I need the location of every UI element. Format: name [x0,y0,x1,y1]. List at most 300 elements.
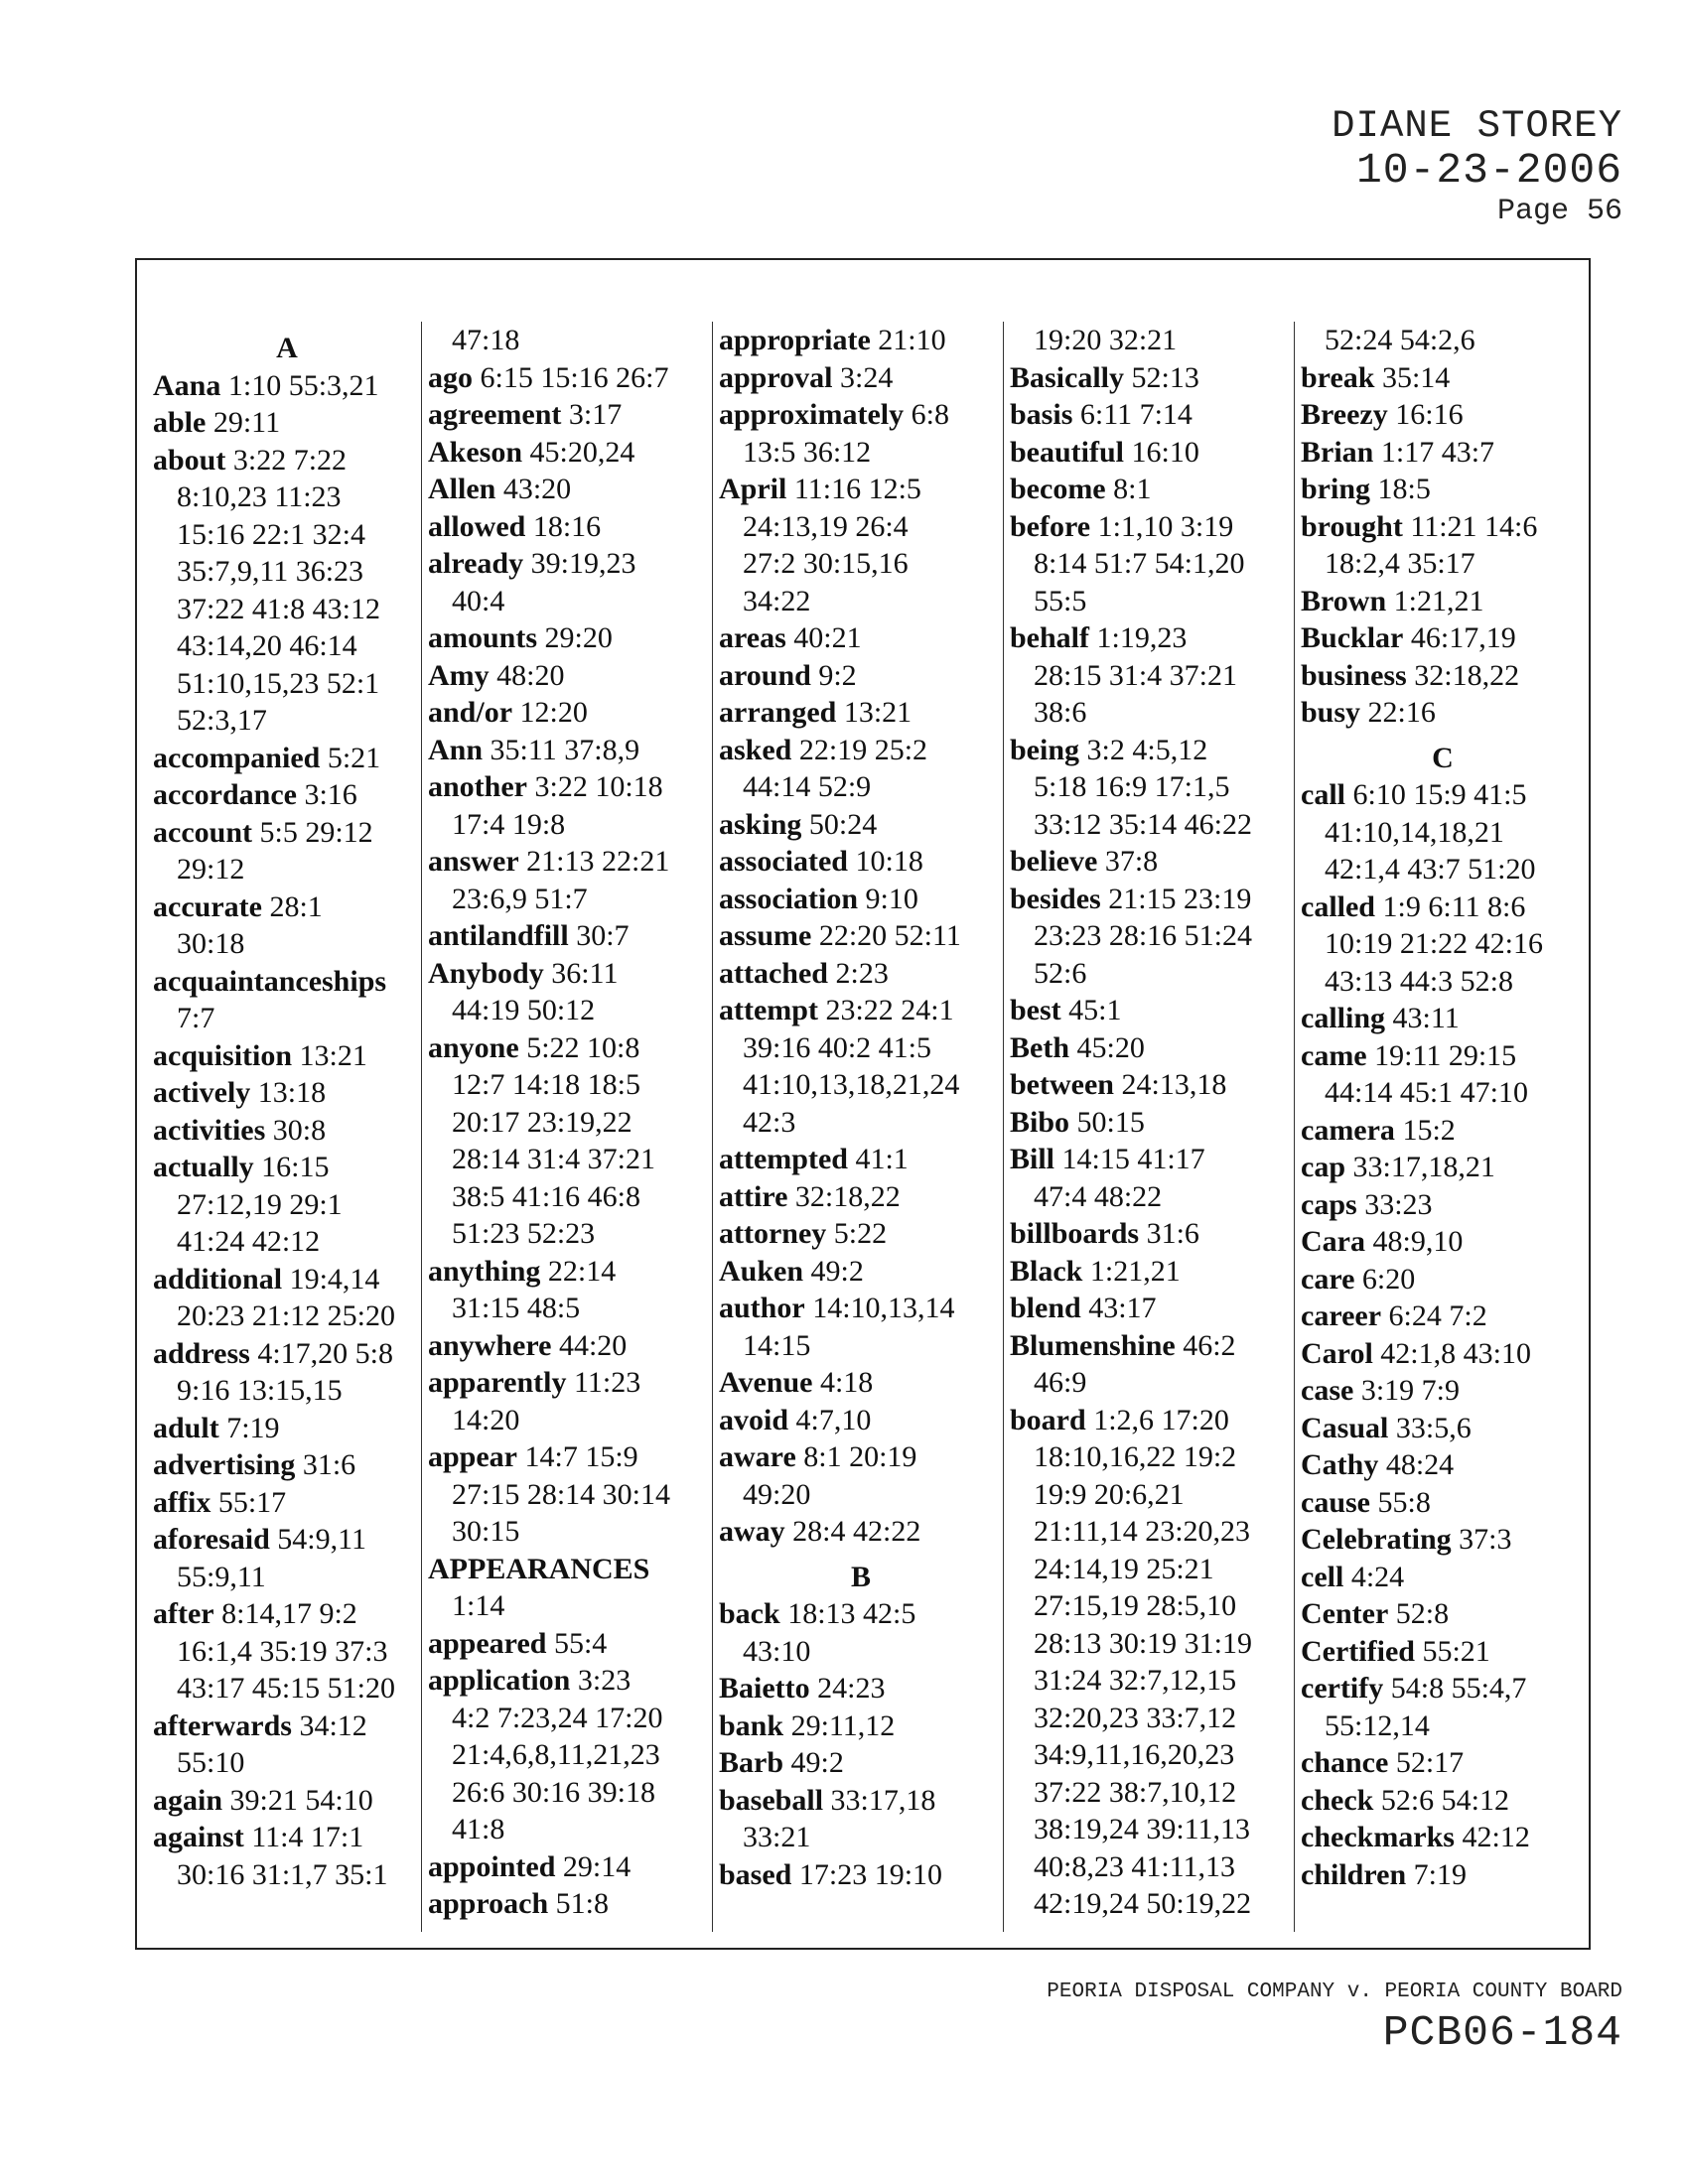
index-entry [428,768,712,806]
word-index-columns [147,322,1585,1932]
index-entry [1301,1559,1585,1596]
index-term: appeared [428,1626,547,1660]
index-refs: 22:14 [547,1254,617,1288]
index-continuation: 10:19 21:22 42:16 [1325,927,1544,960]
index-term: actively [153,1076,251,1109]
index-refs: 10:18 [855,845,923,878]
index-entry [1010,1290,1294,1327]
index-entry [1010,1066,1294,1104]
index-term: and/or [428,696,513,729]
index-refs: 11:23 [573,1366,641,1399]
index-term: caps [1301,1187,1357,1221]
index-refs: 45:1 [1068,994,1122,1026]
index-continuation: 30:16 31:1,7 35:1 [177,1857,388,1891]
index-refs: 48:9,10 [1372,1225,1464,1258]
index-entry [1010,1215,1294,1253]
index-refs: 19:11 29:15 [1374,1038,1517,1072]
index-term: billboards [1010,1217,1140,1250]
index-term: cause [1301,1485,1370,1519]
index-continuation: 21:4,6,8,11,21,23 [452,1738,660,1771]
index-refs: 5:22 10:8 [526,1030,640,1064]
index-term: ago [428,360,473,394]
index-term: baseball [719,1783,824,1817]
index-term: appointed [428,1849,556,1883]
index-refs: 1:21,21 [1089,1254,1181,1288]
index-term: approach [428,1887,549,1920]
index-continuation: 16:1,4 35:19 37:3 [177,1634,388,1668]
witness-name: DIANE STOREY [1332,104,1622,148]
index-continuation: 55:9,11 [177,1560,266,1593]
section-letter: C [1432,741,1454,774]
index-refs: 19:4,14 [289,1262,380,1296]
index-refs: 43:11 [1392,1002,1460,1034]
index-term: Basically [1010,360,1125,394]
index-entry [1010,1141,1294,1178]
index-continuation: 33:12 35:14 46:22 [1034,807,1253,841]
index-continuation: 24:13,19 26:4 [743,509,909,543]
index-refs: 16:10 [1131,435,1199,469]
index-term: career [1301,1299,1382,1332]
index-entry [428,1029,712,1067]
index-term: asking [719,807,802,841]
index-refs: 39:19,23 [530,547,636,580]
index-continuation: 51:23 52:23 [452,1217,596,1250]
index-term: Center [1301,1597,1389,1630]
index-continuation: 52:6 [1034,956,1087,990]
index-refs: 6:24 7:2 [1388,1299,1487,1332]
index-entry [428,1662,712,1700]
index-entry [153,1149,421,1186]
index-continuation: 47:18 [452,324,520,356]
index-entry [1301,508,1585,546]
index-entry [153,404,421,442]
index-entry [428,1848,712,1886]
index-term: adult [153,1411,219,1444]
index-entry [1301,359,1585,397]
index-refs: 49:2 [810,1254,864,1288]
index-refs: 28:1 [269,889,323,923]
index-refs: 1:1,10 3:19 [1097,509,1234,543]
index-term: against [153,1821,244,1853]
index-entry [1010,434,1294,472]
index-column-4 [1003,322,1294,1932]
index-refs: 11:16 12:5 [793,473,921,505]
index-entry [428,359,712,397]
index-refs: 6:15 15:16 26:7 [480,360,669,394]
index-term: check [1301,1783,1374,1817]
index-refs: 33:17,18,21 [1352,1151,1495,1183]
index-refs: 52:6 54:12 [1380,1783,1509,1817]
index-refs: 1:9 6:11 8:6 [1382,889,1526,923]
index-entry [719,694,1003,732]
index-refs: 55:21 [1422,1634,1490,1668]
index-refs: 31:6 [302,1448,356,1481]
index-continuation: 29:12 [177,853,245,886]
index-term: back [719,1597,780,1630]
index-entry [428,471,712,508]
index-continuation: 24:14,19 25:21 [1034,1552,1214,1585]
index-refs: 4:24 [1350,1560,1405,1593]
index-term: additional [153,1262,283,1296]
index-term: attached [719,956,828,990]
index-continuation: 17:4 19:8 [452,807,566,841]
index-entry [153,442,421,479]
index-continuation: 47:4 48:22 [1034,1179,1163,1213]
index-entry [153,1521,421,1559]
index-entry [153,963,421,1001]
index-entry [1010,1104,1294,1142]
index-refs: 29:11,12 [790,1708,896,1742]
deposition-date: 10-23-2006 [1355,146,1622,195]
index-refs: 22:20 52:11 [818,919,961,952]
index-refs: 14:10,13,14 [812,1292,955,1324]
index-entry [428,619,712,657]
index-term: best [1010,994,1061,1026]
index-entry [428,1327,712,1365]
index-continuation: 8:10,23 11:23 [177,480,342,513]
index-entry [719,359,1003,397]
case-caption: PEORIA DISPOSAL COMPANY v. PEORIA COUNTY BOARD [1047,1980,1622,2003]
index-continuation: 42:19,24 50:19,22 [1034,1887,1252,1920]
index-term: Black [1010,1254,1083,1288]
index-refs: 49:2 [790,1746,844,1779]
index-refs: 21:13 22:21 [526,845,670,878]
index-entry [1301,619,1585,657]
index-entry [1301,1484,1585,1522]
index-refs: 17:23 19:10 [798,1857,943,1891]
index-entry [1301,1372,1585,1410]
index-refs: 4:7,10 [795,1403,872,1436]
index-refs: 55:8 [1377,1485,1431,1519]
index-continuation: 46:9 [1034,1366,1087,1399]
index-continuation: 33:21 [743,1821,811,1853]
index-continuation: 38:19,24 39:11,13 [1034,1813,1251,1845]
index-entry [1301,1186,1585,1224]
index-continuation: 44:19 50:12 [452,994,596,1026]
index-term: appear [428,1440,517,1473]
index-entry [1301,1112,1585,1150]
index-refs: 8:14,17 9:2 [221,1597,357,1630]
index-term: accordance [153,778,297,811]
index-term: antilandfill [428,919,569,952]
index-term: Baietto [719,1672,810,1705]
index-term: address [153,1336,250,1370]
index-refs: 3:16 [304,778,357,811]
index-entry [153,1112,421,1150]
index-continuation: 13:5 36:12 [743,435,872,469]
index-refs: 32:18,22 [794,1179,901,1213]
index-term: cap [1301,1151,1345,1183]
index-refs: 3:24 [839,360,894,394]
index-refs: 42:12 [1462,1821,1530,1853]
index-continuation: 5:18 16:9 17:1,5 [1034,770,1230,803]
index-continuation: 32:20,23 33:7,12 [1034,1701,1237,1734]
index-refs: 1:10 55:3,21 [227,368,379,402]
index-refs: 7:19 [226,1411,280,1444]
index-term: beautiful [1010,435,1125,469]
index-term: allowed [428,509,526,543]
index-term: application [428,1664,571,1697]
index-term: called [1301,889,1375,923]
index-refs: 14:7 15:9 [524,1440,638,1473]
index-entry [719,619,1003,657]
index-continuation: 21:11,14 23:20,23 [1034,1515,1251,1548]
index-continuation: 43:13 44:3 52:8 [1325,964,1514,998]
index-continuation: 41:10,14,18,21 [1325,815,1504,849]
index-entry [428,508,712,546]
index-refs: 12:20 [519,696,588,729]
index-entry [719,1215,1003,1253]
index-entry [153,1819,421,1856]
index-entry [719,992,1003,1029]
index-continuation: 55:5 [1034,584,1087,617]
index-continuation: 51:10,15,23 52:1 [177,666,380,700]
index-entry [153,888,421,926]
index-refs: 2:23 [835,956,889,990]
index-entry [1010,359,1294,397]
index-continuation: 41:8 [452,1813,505,1845]
index-continuation: 38:5 41:16 46:8 [452,1179,641,1213]
index-refs: 51:8 [555,1887,609,1920]
index-entry [1010,619,1294,657]
index-entry [719,1670,1003,1707]
index-term: Certified [1301,1634,1415,1668]
index-refs: 43:17 [1088,1292,1157,1324]
index-entry [153,814,421,852]
index-entry [719,1364,1003,1402]
index-term: basis [1010,398,1073,431]
index-term: Celebrating [1301,1523,1452,1556]
index-refs: 11:4 17:1 [251,1821,364,1853]
index-refs: 29:11 [212,406,281,439]
index-refs: 42:1,8 43:10 [1380,1336,1531,1370]
index-continuation: 37:22 38:7,10,12 [1034,1775,1237,1809]
index-refs: 24:13,18 [1121,1068,1227,1101]
index-refs: 34:12 [299,1708,367,1742]
index-entry [1010,1327,1294,1365]
index-entry [719,1513,1003,1551]
index-term: activities [153,1113,266,1147]
index-continuation: 28:14 31:4 37:21 [452,1143,656,1175]
index-refs: 39:21 54:10 [229,1783,373,1817]
index-term: anywhere [428,1328,552,1362]
index-term: busy [1301,696,1361,729]
index-continuation: 31:24 32:7,12,15 [1034,1664,1237,1697]
index-entry [1010,471,1294,508]
index-entry [1301,583,1585,620]
index-continuation: 12:7 14:18 18:5 [452,1068,641,1101]
index-refs: 29:14 [562,1849,632,1883]
index-refs: 11:21 14:6 [1410,509,1538,543]
index-term: anyone [428,1030,519,1064]
index-entry [153,1261,421,1298]
index-term: break [1301,360,1375,394]
index-term: accurate [153,889,262,923]
index-entry [153,1446,421,1484]
index-entry [1010,508,1294,546]
index-continuation: 41:10,13,18,21,24 [743,1068,960,1101]
index-term: appropriate [719,324,871,356]
index-entry [719,1595,1003,1633]
index-entry [719,917,1003,955]
index-term: aforesaid [153,1523,270,1556]
index-entry [1301,1446,1585,1484]
index-entry [719,471,1003,508]
index-refs: 5:22 [833,1217,888,1250]
index-refs: 3:2 4:5,12 [1086,733,1208,766]
index-term: Allen [428,473,496,505]
index-term: about [153,443,226,477]
index-refs: 22:16 [1367,696,1436,729]
index-term: apparently [428,1366,567,1399]
index-continuation: 39:16 40:2 41:5 [743,1030,932,1064]
index-entry [1301,1521,1585,1559]
index-continuation: 28:15 31:4 37:21 [1034,658,1238,692]
index-refs: 41:1 [855,1143,909,1175]
index-entry [428,1438,712,1476]
index-entry [1010,732,1294,769]
index-continuation: 40:4 [452,584,505,617]
index-refs: 6:20 [1361,1262,1416,1296]
index-refs: 28:4 42:22 [792,1515,921,1548]
index-entry [1301,434,1585,472]
index-term: checkmarks [1301,1821,1455,1853]
index-term: Cathy [1301,1448,1379,1481]
index-refs: 55:17 [217,1485,287,1519]
index-continuation: 18:2,4 35:17 [1325,547,1475,580]
index-refs: 18:13 42:5 [787,1597,916,1630]
index-term: besides [1010,882,1101,915]
index-term: advertising [153,1448,296,1481]
index-refs: 54:8 55:4,7 [1390,1672,1527,1705]
index-term: acquaintanceships [153,964,387,998]
index-term: attorney [719,1217,827,1250]
index-refs: 46:2 [1183,1328,1236,1362]
index-term: Bibo [1010,1105,1070,1139]
index-continuation: 26:6 30:16 39:18 [452,1775,656,1809]
index-refs: 33:17,18 [830,1783,936,1817]
index-continuation: 55:10 [177,1746,245,1779]
index-refs: 40:21 [793,621,862,654]
index-entry [1301,1782,1585,1820]
index-term: Brian [1301,435,1374,469]
index-entry [1301,776,1585,814]
index-entry [428,657,712,695]
index-term: Bill [1010,1143,1055,1175]
index-entry [153,740,421,777]
index-continuation: 14:15 [743,1328,811,1362]
index-column-3 [712,322,1003,1932]
index-entry [719,881,1003,918]
index-entry [719,955,1003,993]
index-entry [1301,1149,1585,1186]
index-entry [153,367,421,405]
index-term: answer [428,845,519,878]
index-continuation: 52:24 54:2,6 [1325,324,1475,356]
index-refs: 1:19,23 [1096,621,1188,654]
index-entry [719,1141,1003,1178]
index-term: Akeson [428,435,523,469]
index-refs: 13:21 [299,1038,367,1072]
index-term: affix [153,1485,211,1519]
page-number: Page 56 [1496,195,1622,228]
index-continuation: 55:12,14 [1325,1708,1430,1742]
index-term: Amy [428,658,490,692]
index-term: Blumenshine [1010,1328,1176,1362]
index-term: behalf [1010,621,1090,654]
index-continuation: 31:15 48:5 [452,1292,581,1324]
index-entry [1010,1402,1294,1439]
index-term: being [1010,733,1080,766]
index-entry [1010,881,1294,918]
index-refs: 9:2 [818,658,857,692]
index-term: APPEARANCES [428,1552,650,1585]
index-term: certify [1301,1672,1384,1705]
index-term: author [719,1292,805,1324]
index-continuation: 28:13 30:19 31:19 [1034,1626,1253,1660]
index-refs: 3:17 [568,398,623,431]
index-term: approval [719,360,833,394]
index-term: attempt [719,994,818,1026]
index-continuation: 9:16 13:15,15 [177,1374,343,1407]
index-refs: 8:1 20:19 [803,1440,917,1473]
index-entry [428,1364,712,1402]
index-entry [1301,1037,1585,1075]
index-entry [428,917,712,955]
index-continuation: 30:15 [452,1515,520,1548]
index-entry [153,1335,421,1373]
index-term: children [1301,1857,1407,1891]
index-refs: 23:22 24:1 [825,994,954,1026]
index-entry [1010,1253,1294,1291]
index-entry [1010,396,1294,434]
index-term: blend [1010,1292,1081,1324]
index-term: before [1010,509,1091,543]
index-refs: 4:18 [819,1366,874,1399]
index-refs: 13:21 [843,696,912,729]
index-continuation: 20:23 21:12 25:20 [177,1299,396,1332]
index-term: based [719,1857,792,1891]
index-continuation: 7:7 [177,1002,215,1034]
index-entry [428,1625,712,1663]
index-entry [719,1782,1003,1820]
index-term: April [719,473,787,505]
index-term: came [1301,1038,1367,1072]
index-refs: 5:21 [327,741,381,774]
index-entry [719,1290,1003,1327]
index-term: arranged [719,696,837,729]
section-letter: A [276,332,298,364]
index-entry [428,545,712,583]
index-entry [428,434,712,472]
section-letter: B [850,1560,871,1593]
index-entry [1301,396,1585,434]
index-term: Aana [153,368,221,402]
index-entry [428,843,712,881]
index-term: areas [719,621,786,654]
index-entry [1301,471,1585,508]
index-term: bank [719,1708,784,1742]
index-entry [153,1410,421,1447]
index-term: business [1301,658,1407,692]
index-entry [1301,1595,1585,1633]
index-refs: 18:5 [1377,473,1431,505]
index-refs: 8:1 [1113,473,1152,505]
index-term: afterwards [153,1708,292,1742]
index-continuation: 42:3 [743,1105,796,1139]
index-term: after [153,1597,214,1630]
index-continuation: 30:18 [177,927,245,960]
